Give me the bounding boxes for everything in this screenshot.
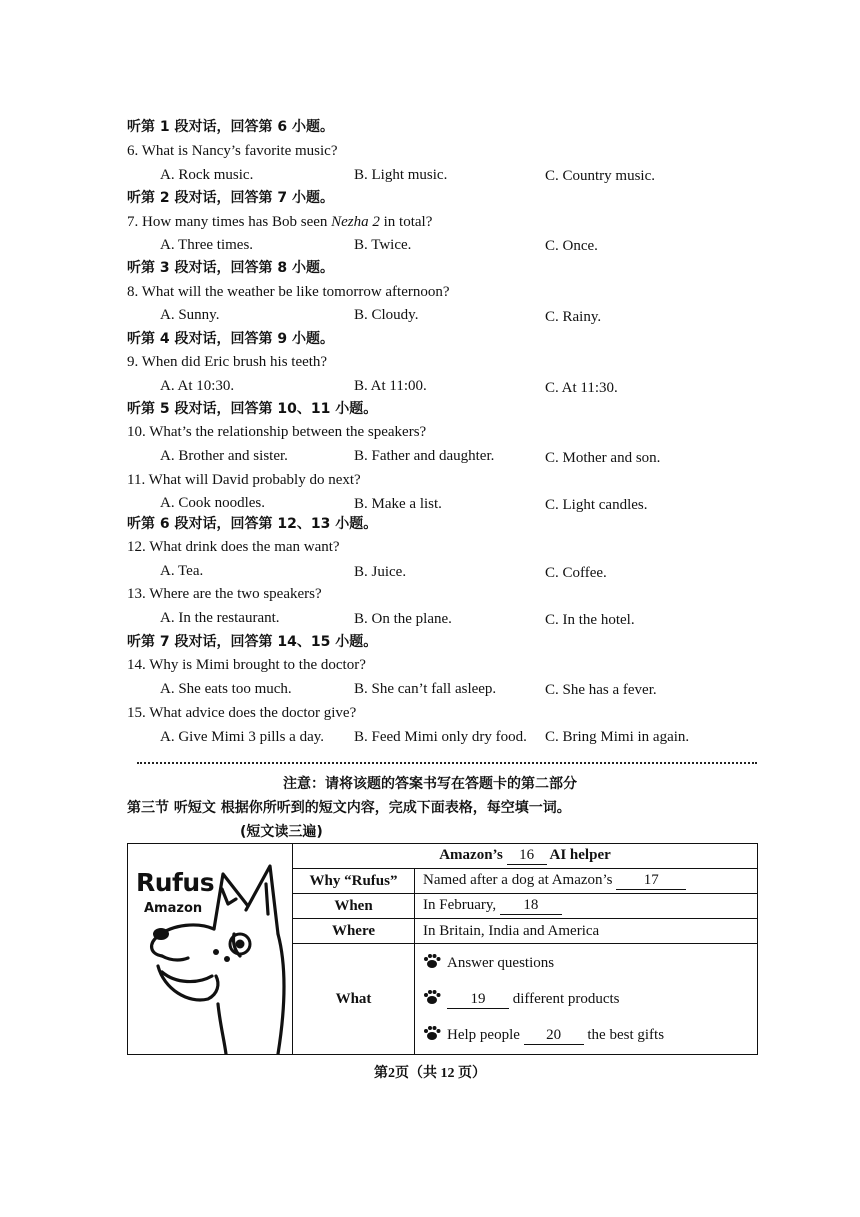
paw-icon [423,953,441,969]
answer-notice: 注意：请将该题的答案书写在答题卡的第二部分 [283,776,577,792]
dog-illustration [128,844,291,1054]
q9-option-b: B. At 11:00. [354,378,427,394]
q6-option-b: B. Light music. [354,167,448,183]
q15-option-b: B. Feed Mimi only dry food. [354,729,527,745]
question-6: 6. What is Nancy’s favorite music? [127,143,338,159]
part3-title: 第三节 听短文 根据你所听到的短文内容，完成下面表格，每空填一词。 [127,800,571,816]
blank-20: 20 [524,1026,584,1045]
question-9: 9. When did Eric brush his teeth? [127,354,328,370]
q12-option-c: C. Coffee. [545,565,607,581]
paw-icon [423,1025,441,1041]
dialogue-2-header: 听第 2 段对话，回答第 7 小题。 [127,190,334,206]
q9-option-c: C. At 11:30. [545,380,618,396]
table-title: Amazon’s 16 AI helper [293,844,758,869]
amazon-logo-text: Amazon [144,901,203,916]
q6-option-c: C. Country music. [545,168,656,184]
question-10: 10. What’s the relationship between the speakers? [127,424,427,440]
what-item-3: Help people 20 the best gifts [423,1017,757,1053]
question-14: 14. Why is Mimi brought to the doctor? [127,657,366,673]
q15-option-c: C. Bring Mimi in again. [545,729,690,745]
blank-16: 16 [507,847,547,865]
when-label: When [293,894,415,919]
q9-option-a: A. At 10:30. [160,378,235,394]
q14-option-a: A. She eats too much. [160,681,292,697]
question-8: 8. What will the weather be like tomorrow afternoon? [127,284,450,300]
rufus-logo-cell [128,844,293,1055]
why-rufus-label: Why “Rufus” [293,869,415,894]
dialogue-4-header: 听第 4 段对话，回答第 9 小题。 [127,331,334,347]
q7-option-c: C. Once. [545,238,598,254]
question-15: 15. What advice does the doctor give? [127,705,357,721]
rufus-logo-text: Rufus [136,868,215,897]
dialogue-3-header: 听第 3 段对话，回答第 8 小题。 [127,260,334,276]
dialogue-6-header: 听第 6 段对话，回答第 12、13 小题。 [127,516,378,532]
dialogue-5-header: 听第 5 段对话，回答第 10、11 小题。 [127,401,378,417]
blank-19: 19 [447,990,509,1009]
q11-option-b: B. Make a list. [354,496,442,512]
q10-option-a: A. Brother and sister. [160,448,288,464]
what-item-1: Answer questions [423,945,757,981]
blank-18: 18 [500,897,562,915]
q13-option-a: A. In the restaurant. [160,610,280,626]
question-12: 12. What drink does the man want? [127,539,340,555]
q15-option-a: A. Give Mimi 3 pills a day. [160,729,325,745]
q7-option-a: A. Three times. [160,237,254,253]
q8-option-a: A. Sunny. [160,307,220,323]
q11-option-c: C. Light candles. [545,497,648,513]
q12-option-a: A. Tea. [160,563,204,579]
blank-17: 17 [616,872,686,890]
q13-option-c: C. In the hotel. [545,612,635,628]
question-7: 7. How many times has Bob seen Nezha 2 in total? [127,214,433,230]
q14-option-c: C. She has a fever. [545,682,657,698]
where-label: Where [293,919,415,944]
part3-note: (短文读三遍) [240,824,323,840]
rufus-info-table [127,843,758,1055]
when-value: In February, 18 [415,894,758,919]
q8-option-b: B. Cloudy. [354,307,419,323]
q6-option-a: A. Rock music. [160,167,254,183]
page-footer: 第2页（共 12 页） [374,1066,486,1081]
dialogue-1-header: 听第 1 段对话，回答第 6 小题。 [127,119,334,135]
q10-option-c: C. Mother and son. [545,450,661,466]
question-11: 11. What will David probably do next? [127,472,361,488]
q12-option-b: B. Juice. [354,564,407,580]
paw-icon [423,989,441,1005]
q13-option-b: B. On the plane. [354,611,452,627]
question-13: 13. Where are the two speakers? [127,586,322,602]
q11-option-a: A. Cook noodles. [160,495,265,511]
q8-option-c: C. Rainy. [545,309,602,325]
why-rufus-value: Named after a dog at Amazon’s 17 [415,869,758,894]
q10-option-b: B. Father and daughter. [354,448,495,464]
what-label: What [293,944,415,1055]
dialogue-7-header: 听第 7 段对话，回答第 14、15 小题。 [127,634,378,650]
dotted-divider [137,762,757,764]
what-item-2: 19 different products [423,981,757,1017]
q7-option-b: B. Twice. [354,237,412,253]
q14-option-b: B. She can’t fall asleep. [354,681,497,697]
where-value: In Britain, India and America [415,919,758,944]
what-value [415,944,758,1055]
